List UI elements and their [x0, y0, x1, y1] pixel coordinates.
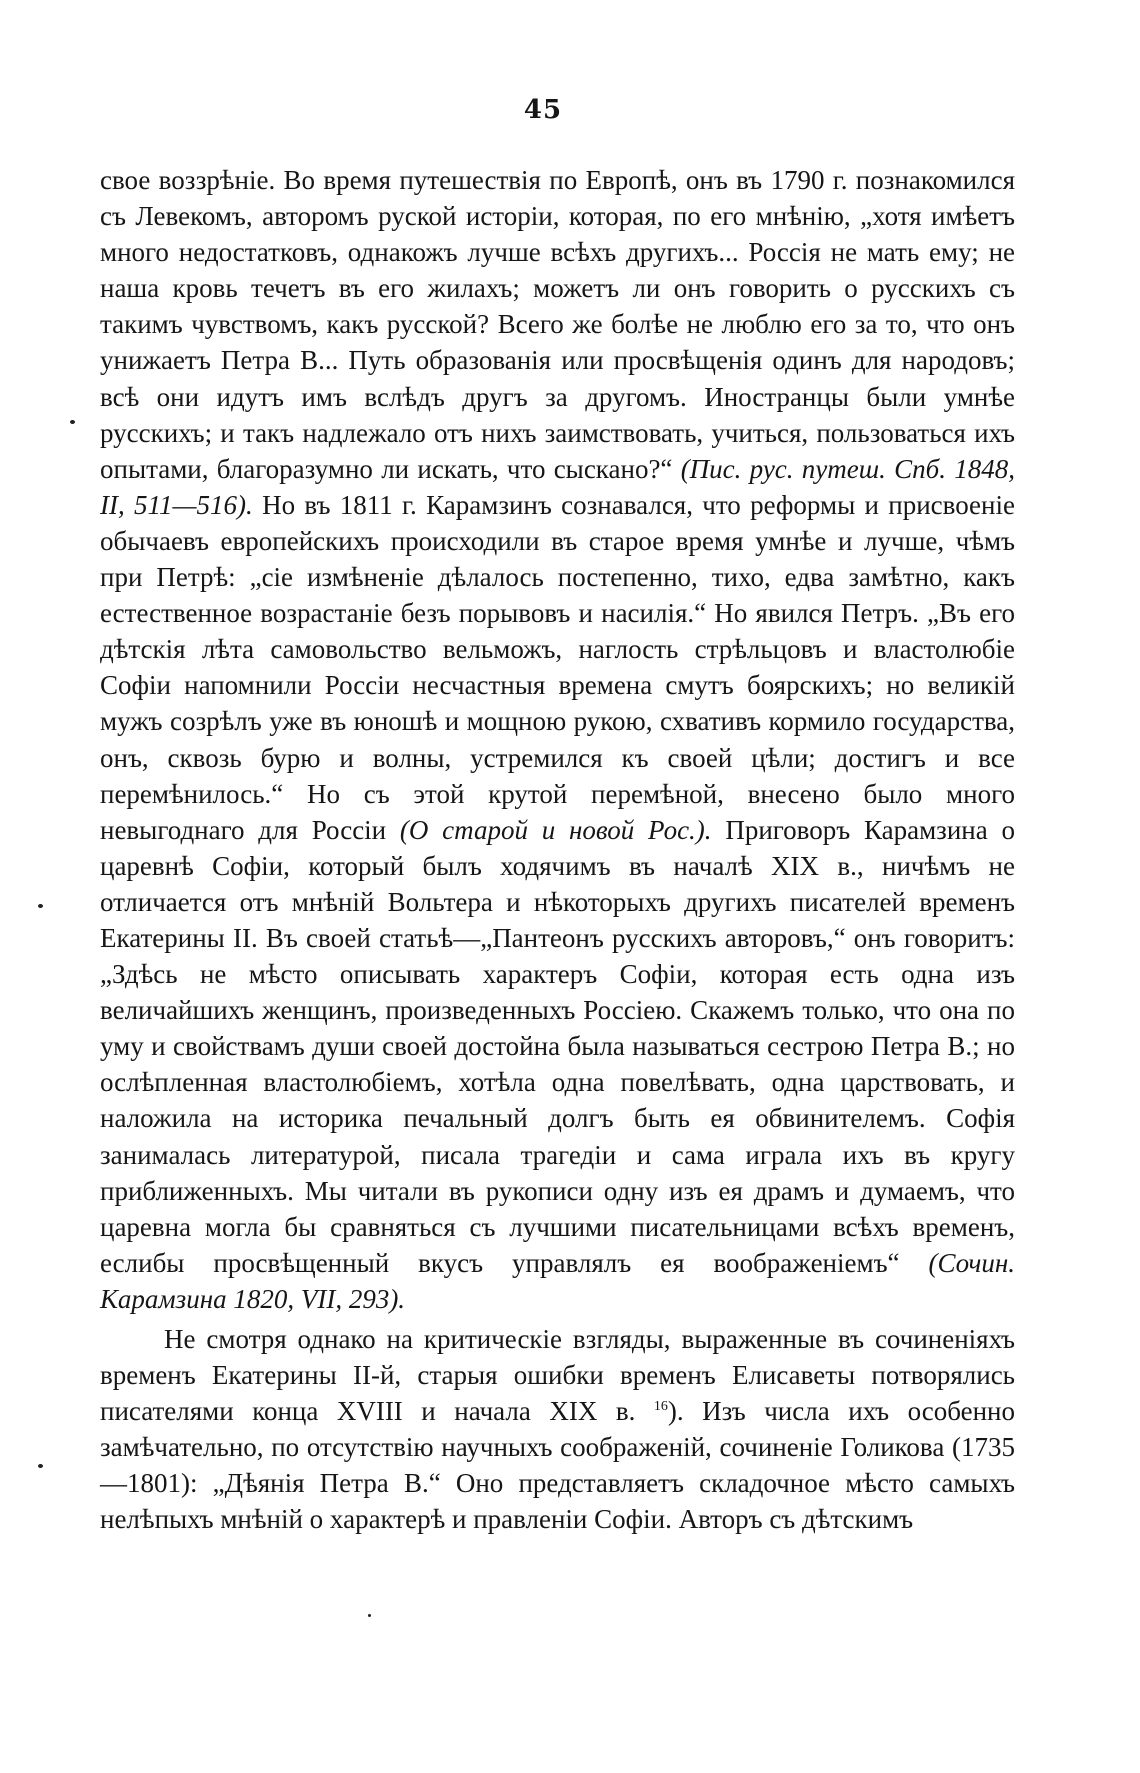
body-text: [100, 162, 1015, 1538]
paragraph-1-part-1: свое воззрѣніе. Во время путешествія по Европѣ, онъ въ 1790 г. познакомился съ Левекомъ, авторомъ руской исторіи, которая, по его мнѣнію, „хотя имѣетъ много недостатковъ, однакожъ лучше всѣхъ другихъ... Россія не мать ему; не наша кровь течетъ въ его жилахъ; можетъ ли онъ говорить о русскихъ съ такимъ чувствомъ, какъ русской? Всего же болѣе не люблю его за то, что онъ унижаетъ Петра В... Путь образованія или просвѣщенія одинъ для народовъ; всѣ они идутъ имъ вслѣдъ другъ за другомъ. Иностранцы были умнѣе русскихъ; и такъ надлежало отъ нихъ заимствовать, учиться, пользоваться ихъ опытами, благоразумно ли искать, что сыскано?“: [100, 165, 1015, 484]
margin-speck: [38, 1464, 43, 1468]
paragraph-2-part-1: Не смотря однако на критическіе взгляды, выраженные въ сочиненіяхъ временъ Екатерины II-й, старыя ошибки временъ Елисаветы потворялись писателями конца XVIII и начала XIX в.: [100, 1324, 1015, 1427]
footnote-reference: 16: [653, 1399, 668, 1415]
paragraph-1: [100, 162, 1015, 1317]
paragraph-2: [100, 1321, 1015, 1538]
citation-o-staroy-i-novoy-rossii: (О старой и новой Рос.).: [399, 814, 712, 845]
paragraph-1-part-2: Но въ 1811 г. Карамзинъ сознавался, что реформы и присвоеніе обычаевъ европейскихъ происходили въ старое время умнѣе и лучше, чѣмъ при Петрѣ: „сіе измѣненіе дѣлалось постепенно, тихо, едва замѣтно, какъ естественное возрастаніе безъ порывовъ и насилія.“ Но явился Петръ. „Въ его дѣтскія лѣта самовольство вельможъ, наглость стрѣльцовъ и властолюбіе Софіи напомнили Россіи несчастныя времена смутъ боярскихъ; но великій мужъ созрѣлъ уже въ юношѣ и мощною рукою, схвативъ кормило государства, онъ, сквозь бурю и волны, устремился къ своей цѣли; достигъ и все перемѣнилось.“ Но съ этой крутой перемѣной, внесено было много невыгоднаго для Россіи: [100, 489, 1015, 845]
page-number: 45: [523, 95, 563, 125]
citation-sochineniya-karamzina: (Сочин. Карамзина 1820, VII, 293).: [100, 1247, 1015, 1314]
paragraph-2-part-2: ). Изъ числа ихъ особенно замѣчательно, по отсутствію научныхъ соображеній, сочиненіе Голикова (1735—1801): „Дѣянія Петра В.“ Оно представляетъ складочное мѣсто самыхъ нелѣпыхъ мнѣній о характерѣ и правленіи Софіи. Авторъ съ дѣтскимъ: [100, 1396, 1015, 1535]
margin-speck: [70, 420, 75, 424]
citation-pis-rus-puteshestvennika: (Пис. рус. путеш. Спб. 1848, II, 511—516).: [100, 453, 1015, 520]
margin-speck: [368, 1614, 371, 1617]
paragraph-1-part-3: Приговоръ Карамзина о царевнѣ Софіи, который былъ ходячимъ въ началѣ XIX в., ничѣмъ не отличается отъ мнѣній Вольтера и нѣкоторыхъ другихъ писателей временъ Екатерины II. Въ своей статьѣ—„Пантеонъ русскихъ авторовъ,“ онъ говоритъ: „Здѣсь не мѣсто описывать характеръ Софіи, которая есть одна изъ величайшихъ женщинъ, произведенныхъ Россіею. Скажемъ только, что она по уму и свойствамъ души своей достойна была называться сестрою Петра В.; но ослѣпленная властолюбіемъ, хотѣла одна повелѣвать, одна царствовать, и наложила на историка печальный долгъ быть ея обвинителемъ. Софія занималась литературой, писала трагедіи и сама играла ихъ въ кругу приближенныхъ. Мы читали въ рукописи одну изъ ея драмъ и думаемъ, что царевна могла бы сравняться съ лучшими писательницами всѣхъ временъ, еслибы просвѣщенный вкусъ управлялъ ея воображеніемъ“: [100, 814, 1015, 1278]
margin-speck: [38, 904, 43, 908]
